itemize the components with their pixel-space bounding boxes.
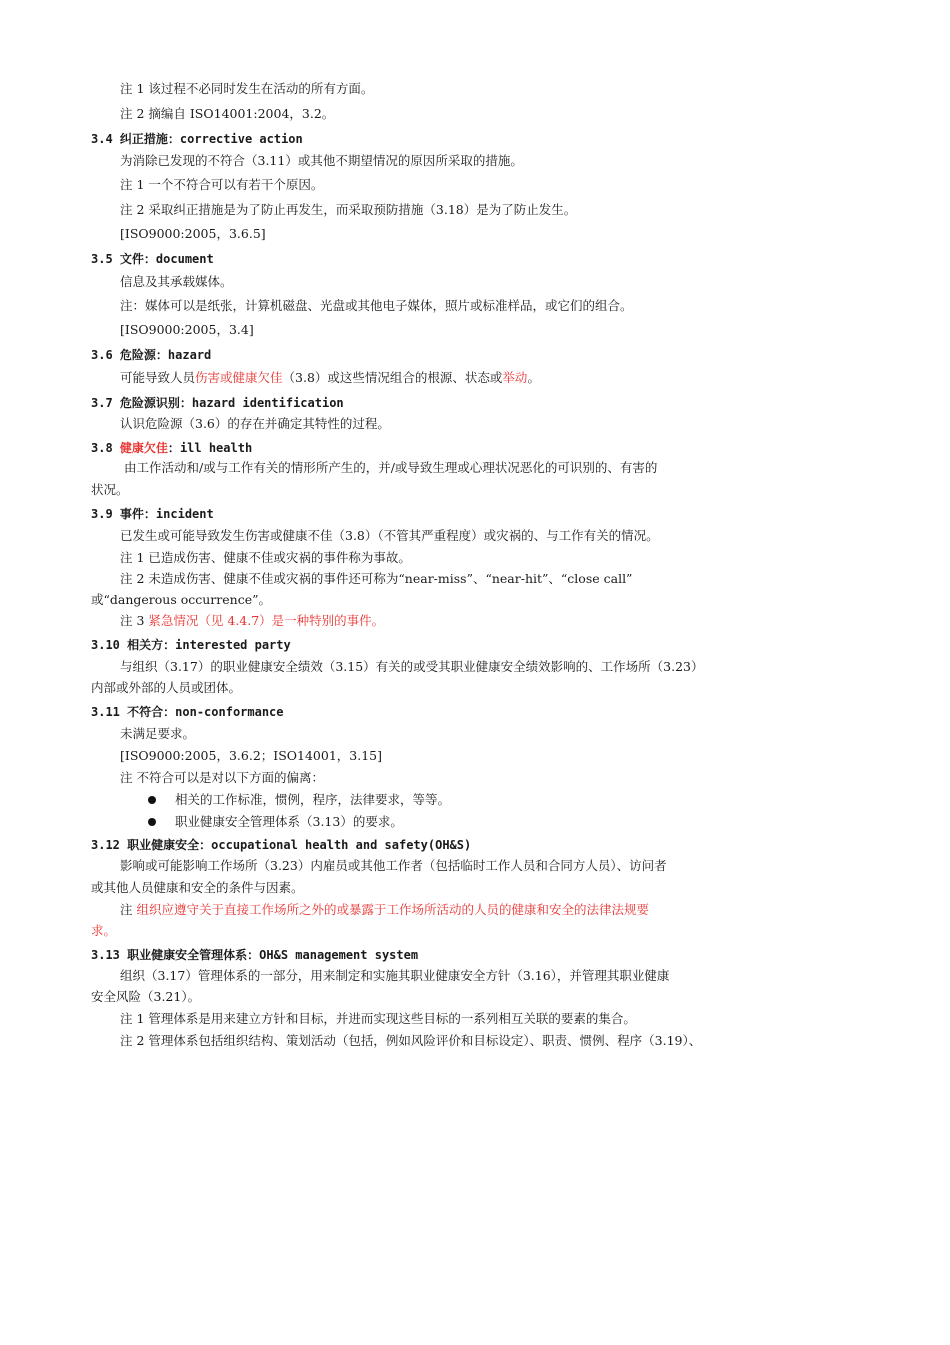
note-line: 注 3 紧急情况（见 4.4.7）是一种特别的事件。 (120, 613, 385, 628)
section-heading-3-6: 3.6 危险源：hazard (91, 348, 212, 362)
definition-line: 与组织（3.17）的职业健康安全绩效（3.15）有关的或受其职业健康安全绩效影响的、工作场所（3.23） (120, 659, 704, 674)
reference-line: [ISO9000:2005，3.4] (120, 322, 254, 337)
note-line: 注 1 该过程不必同时发生在活动的所有方面。 (120, 81, 374, 96)
section-heading-3-10: 3.10 相关方：interested party (91, 638, 291, 652)
note-line: 注：媒体可以是纸张，计算机磁盘、光盘或其他电子媒体，照片或标准样品，或它们的组合。 (120, 298, 633, 313)
definition-line: 为消除已发现的不符合（3.11）或其他不期望情况的原因所采取的措施。 (120, 153, 523, 168)
note-line: 注 2 摘编自 ISO14001:2004，3.2。 (120, 106, 335, 121)
definition-line: 认识危险源（3.6）的存在并确定其特性的过程。 (120, 416, 390, 431)
section-heading-3-5: 3.5 文件：document (91, 252, 214, 266)
section-heading-3-8: 3.8 健康欠佳：ill health (91, 441, 253, 455)
note-line: 或“dangerous occurrence”。 (91, 592, 271, 607)
definition-line: 已发生或可能导致发生伤害或健康不佳（3.8）（不管其严重程度）或灾祸的、与工作有关的情况。 (120, 528, 659, 543)
note-line: 注 组织应遵守关于直接工作场所之外的或暴露于工作场所活动的人员的健康和安全的法律法规要 (120, 902, 649, 917)
section-heading-3-12: 3.12 职业健康安全：occupational health and safety(OH&S) (91, 838, 472, 852)
section-heading-3-7: 3.7 危险源识别：hazard identification (91, 396, 344, 410)
note-line: 注 1 管理体系是用来建立方针和目标，并进而实现这些目标的一系列相互关联的要素的集合。 (120, 1011, 636, 1026)
section-heading-3-11: 3.11 不符合：non-conformance (91, 705, 284, 719)
definition-line: 安全风险（3.21）。 (91, 989, 201, 1004)
section-heading-3-4: 3.4 纠正措施：corrective action (91, 132, 303, 146)
definition-line: 影响或可能影响工作场所（3.23）内雇员或其他工作者（包括临时工作人员和合同方人员）、访问者 (120, 858, 667, 873)
note-line: 注 1 一个不符合可以有若干个原因。 (120, 177, 324, 192)
definition-line: 状况。 (91, 482, 129, 497)
note-line: 求。 (91, 923, 117, 938)
list-item: 相关的工作标准，惯例，程序，法律要求，等等。 (175, 792, 451, 807)
note-line: 注 2 未造成伤害、健康不佳或灾祸的事件还可称为“near-miss”、“near-hit”、“close call” (120, 571, 633, 586)
note-line: 注 不符合可以是对以下方面的偏离： (120, 770, 324, 785)
bullet-icon (148, 818, 156, 826)
note-line: 注 2 采取纠正措施是为了防止再发生，而采取预防措施（3.18）是为了防止发生。 (120, 202, 577, 217)
definition-line: 信息及其承载媒体。 (120, 274, 233, 289)
bullet-icon (148, 796, 156, 804)
reference-line: [ISO9000:2005，3.6.5] (120, 226, 266, 241)
note-line: 注 1 已造成伤害、健康不佳或灾祸的事件称为事故。 (120, 550, 411, 565)
section-heading-3-9: 3.9 事件：incident (91, 507, 214, 521)
definition-line: 或其他人员健康和安全的条件与因素。 (91, 880, 304, 895)
note-line: 注 2 管理体系包括组织结构、策划活动（包括，例如风险评价和目标设定）、职责、惯例、程序（3.19）、 (120, 1033, 702, 1048)
definition-line: 组织（3.17）管理体系的一部分，用来制定和实施其职业健康安全方针（3.16），并管理其职业健康 (120, 968, 670, 983)
list-item: 职业健康安全管理体系（3.13）的要求。 (175, 814, 403, 829)
definition-line: 未满足要求。 (120, 726, 196, 741)
section-heading-3-13: 3.13 职业健康安全管理体系：OH&S management system (91, 948, 419, 962)
definition-line: 可能导致人员伤害或健康欠佳（3.8）或这些情况组合的根源、状态或举动。 (120, 370, 540, 385)
definition-line: 由工作活动和/或与工作有关的情形所产生的，并/或导致生理或心理状况恶化的可识别的、有害的 (124, 460, 658, 475)
reference-line: [ISO9000:2005，3.6.2；ISO14001，3.15] (120, 748, 382, 763)
definition-line: 内部或外部的人员或团体。 (91, 680, 242, 695)
